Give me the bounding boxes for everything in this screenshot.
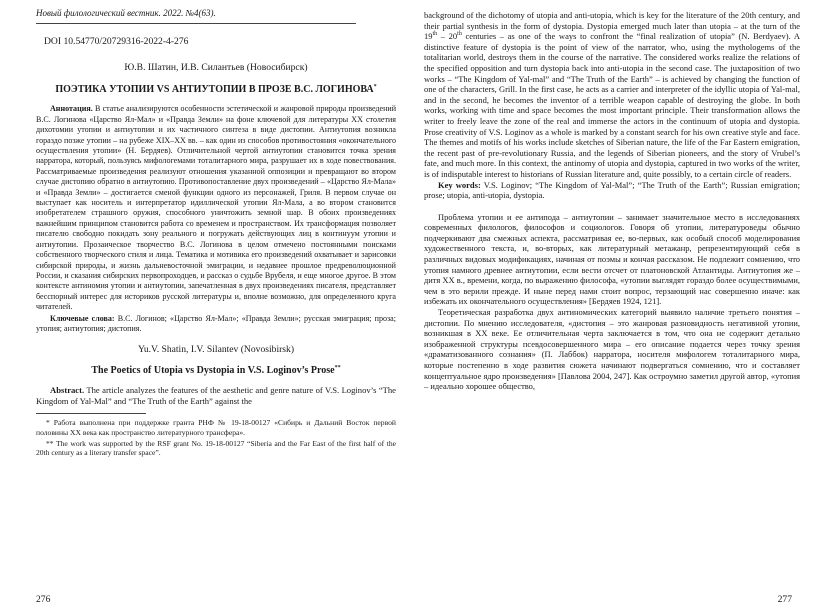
keywords-en-text: V.S. Loginov; “The Kingdom of Yal-Mal”; “The Truth of the Earth”; Russian emigration; prose; utopia, anti-utopia, dystopia. <box>424 179 800 201</box>
right-page <box>410 0 820 609</box>
section-gap <box>424 201 800 212</box>
doi: DOI 10.54770/20729316-2022-4-276 <box>44 36 189 47</box>
abstract-en <box>36 385 396 407</box>
abstract-ru <box>36 104 396 312</box>
abstract-en-continued <box>424 10 800 180</box>
journal-running-header: Новый филологический вестник. 2022. №4(63). <box>36 8 216 18</box>
footnote-2: ** The work was supported by the RSF grant No. 19-18-00127 “Siberia and the Far East of the first half of the 20th century as a literary transfer space”. <box>36 438 396 458</box>
footnote-1: * Работа выполнена при поддержке гранта РНФ № 19-18-00127 «Сибирь и Дальний Восток первой половины ХХ века как пространство литературного трансфера». <box>36 418 396 437</box>
abstract-en-text: The article analyzes the features of the aesthetic and genre nature of V.S. Loginov’s “The Kingdom of Yal-Mal” and “The Truth of the Earth” against the <box>36 385 396 407</box>
abstract-ru-label: Аннотация. <box>50 104 93 114</box>
keywords-ru-label: Ключевые слова: <box>50 313 115 323</box>
authors-en: Yu.V. Shatin, I.V. Silantev (Novosibirsk) <box>137 344 295 356</box>
superscript-th-2: th <box>457 31 462 38</box>
keywords-ru <box>36 314 396 335</box>
abstract-ru-text: В статье анализируются особенности эстетической и жанровой природы произведений В.С. Логинова «Царство Ял-Мал» и «Правда Земли» на фоне ключевой для литературы ХХ столетия дихотомии утопии и антиутопии и их частичного синтеза в виде дистопии. Антиутопия возникла гораздо позже утопии – на рубеже XIX–XX вв. – как один из способов противостояния «окончательного осуществления утопии» (Н. Бердяев). Отличительной чертой антиутопии становится точка зрения нарратора, который, пользуясь мифологемами тоталитарного мира, разрушает их в ходе повествования. Рассматриваемые произведения реализуют отношения указанной оппозиции и превращают во втором случае дистопию обратно в антиутопию. Противопоставление двух произведений – «Царство Ял-Мала» и «Правда Земли» – достигается сменой функции одного из персонажей, Гриля. В первом случае он выступает как носитель и интерпретатор идиллической утопии Ял-Мала, а во втором становится изобретателем страшного оружия, способного уничтожить земной шар. В обоих произведениях важнейшим принципом становится работа со временем и пространством. Их трансформация позволяет писателю свободно покидать зону реального и погружать действующих лиц в континуум утопии и антиутопии. Прозаическое творчество В.С. Логинова в целом отмечено постоянными поисками собственного творческого стиля и лица. Тематика и мотивика его произведений охватывает и зарисовки сибирской природы, и жизнь дальневосточной эмиграции, и недавнее прошлое предреволюционной России, и сказания сибирских первопроходцев, и рассказ о судьбе Врубеля, и еще многое другое. В этом контексте антиномия утопии и антиутопии, запечатленная в двух произведениях писателя, представляет бесспорный интерес для историков русской литературы и, вполне возможно, для определенного круга читателей. <box>36 104 396 312</box>
abstract-en-label: Abstract. <box>50 385 85 396</box>
superscript-th-1: th <box>432 31 438 38</box>
article-title-en <box>36 365 396 376</box>
title-ru-footnote-mark: * <box>373 84 377 90</box>
page-number-right: 277 <box>777 594 792 605</box>
title-en-footnote-mark: ** <box>334 365 341 372</box>
abstract-en-cont-c: centuries – as one of the ways to confront the “final realization of utopia” (N. Berdyaev). A distinctive feature of dystopia is the point of view of the narrator, who, using the mythologems of the totalitarian world, destroys them in the course of the narrative. The considered works realize the relations of the specified opposition and turn dystopia back into anti-utopia in the second case. The juxtaposition of two works – “The Kingdom of Yal-mal” and “The Truth of the Earth” – is achieved by changing the function of one of the characters, Grill. In the first case, he acts as a carrier and interpreter of the idyllic utopia of Yal-mal, and in the second, he becomes the inventor of a terrible weapon capable of destroying the globe. In both works, working with time and space becomes the most important principle. Their transformation allows the writer to freely leave the zone of the real and immerse the actors in the continuum of utopia and dystopia. Prose creativity of V.S. Loginov as a whole is marked by a constant search for his own creative style and face. The themes and motifs of his works include sketches of Siberian nature, the life of the Far Eastern emigration, the recent past of pre-revolutionary Russia, and the legends of Siberian pioneers, and the story of Vrubel’s fate, and much more. In this context, the antinomy of utopia and dystopia, captured in two works of the writer, is of indisputable interest to historians of Russian literature and, quite possibly, to a certain circle of readers. <box>424 31 800 179</box>
keywords-en <box>424 180 800 201</box>
body-paragraph-2: Теоретическая разработка двух антиномических категорий выявило наличие третьего понятия – дистопии. По мнению исследователя, «дистопия – это жанровая разновидность негативной утопии, возникшая в ХХ веке. Ее отличительная черта заключается в том, что она не содержит детально изображенной структуры псевдосовершенного мира – его описание подается через точку зрения «драматизованного сознания» (П. Лаббок) нарратора, носителя мифологем тоталитарного мира, которые постепенно в ходе развития сюжета начинают подвергаться сомнению, что и составляет концептуальное ядро произведения» [Павлова 2004, 247]. Как остроумно заметил другой автор, «утопия – идеально хорошее общество, <box>424 307 800 392</box>
abstract-en-cont-b: – 20 <box>437 31 458 42</box>
keywords-en-label: Key words: <box>438 179 481 190</box>
article-title-ru <box>36 84 396 95</box>
title-en-text: The Poetics of Utopia vs Dystopia in V.S. Loginov’s Prose <box>91 365 335 377</box>
footnote-rule <box>36 413 146 414</box>
title-ru-text: ПОЭТИКА УТОПИИ VS АНТИУТОПИИ В ПРОЗЕ В.С. ЛОГИНОВА <box>55 84 374 95</box>
abstract-en-cont-a: background of the dichotomy of utopia and anti-utopia, which is key for the literature of the 20th century, and their partial synthesis in the form of dystopia. Dystopia emerged much later than utopia – at the turn of the 19 <box>424 10 800 42</box>
body-paragraph-1: Проблема утопии и ее антипода – антиутопии – занимает значительное место в исследованиях современных филологов, философов и социологов. Говоря об утопии, литературоведы обычно подчеркивают два смежных аспекта, рассматривая ее, во-первых, как особый способ моделирования художественного текста, и, во-вторых, как литературный метажанр, репрезентирующий себя в различных видовых модификациях, начиная от поэмы и кончая рассказом. Не подлежит сомнению, что утопия намного древнее антиутопии, если вести отсчет от платоновской Атлантиды. Антиутопия же – дитя ХХ в., времени, когда, по выражению философа, «утопии выглядят гораздо более осуществимыми, чем в это верили прежде. И ныне перед нами стоит вопрос, терзающий нас совершенно иначе: как избежать их окончательного осуществления» [Бердяев 1924, 121]. <box>424 211 800 307</box>
page-number-left: 276 <box>36 594 51 605</box>
header-rule <box>36 23 356 24</box>
authors-ru: Ю.В. Шатин, И.В. Силантьев (Новосибирск) <box>124 62 308 73</box>
keywords-ru-text: В.С. Логинов; «Царство Ял-Мал»; «Правда Земли»; русская эмиграция; проза; утопия; антиутопия; дистопия. <box>36 313 396 333</box>
